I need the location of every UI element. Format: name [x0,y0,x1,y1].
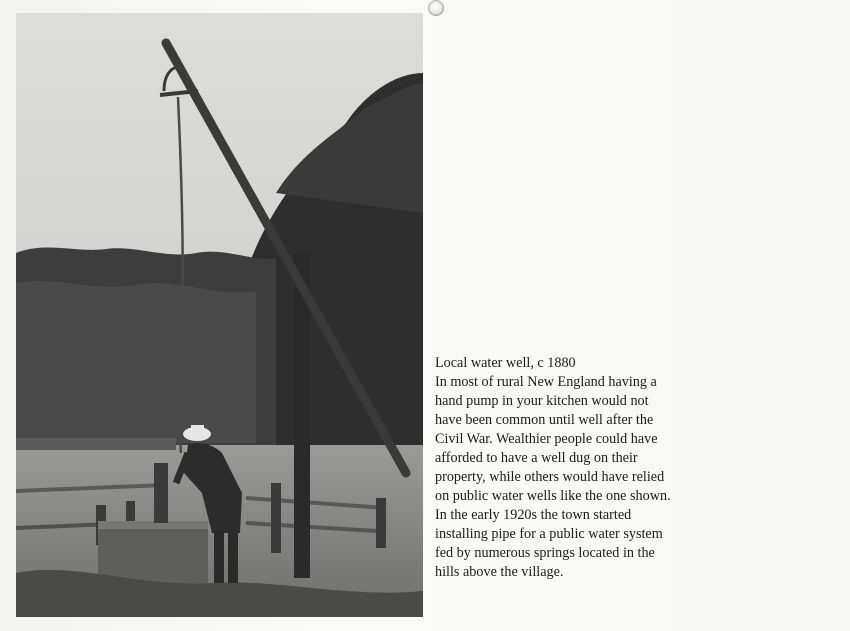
binder-hole-icon [428,0,444,16]
historical-photo [16,13,423,617]
photo-caption [435,354,675,582]
well-scene-illustration [16,13,423,617]
caption-title: Local water well, c 1880 [435,355,576,371]
caption-body: In most of rural New England having a hand pump in your kitchen would not have been common until well after the Civil War. Wealthier people could have afforded to have a well dug on their property, while others would have relied on public water wells like the one shown. In the early 1920s the town started installing pipe for a public water system fed by numerous springs located in the hills above the village. [435,374,671,580]
